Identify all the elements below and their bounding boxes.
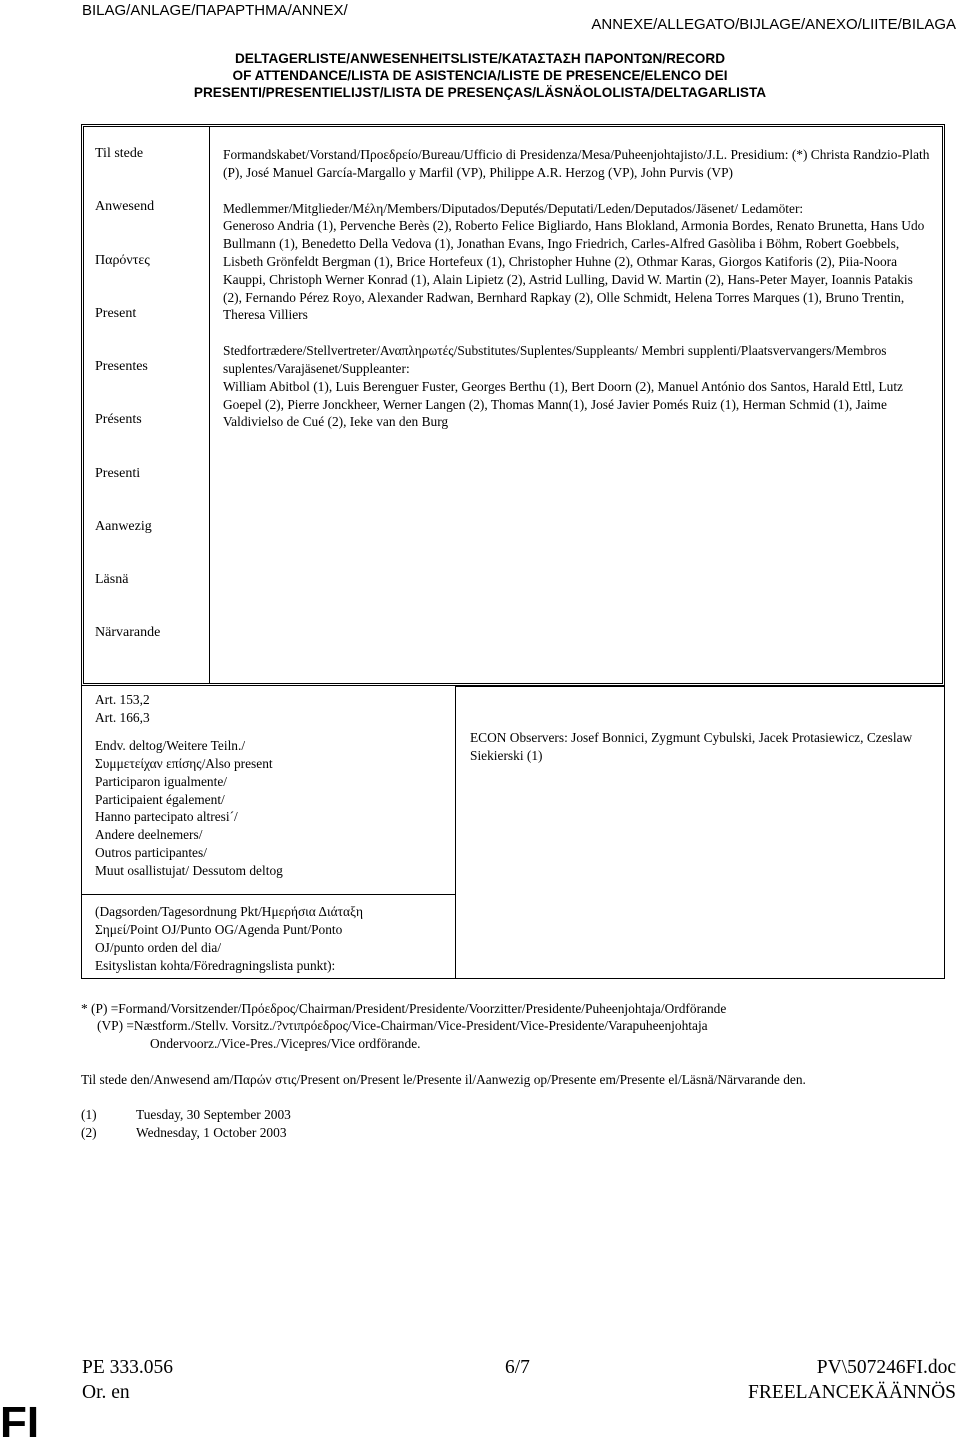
date-num: (1)	[81, 1107, 97, 1122]
members-heading: Medlemmer/Mitglieder/Μέλη/Members/Diputados/Deputés/Deputati/Leden/Deputados/Jäsenet/ Ledamöter:	[223, 200, 804, 216]
footnote-p: * (P) =Formand/Vorsitzender/Πρόεδρος/Chairman/President/Presidente/Voorzitter/Presidente/Puheenjohtaja/Ordförande	[81, 1001, 727, 1016]
translation-note: FREELANCEKÄÄNNÖS	[747, 1382, 956, 1403]
present-label: Aanwezig	[95, 519, 152, 534]
bureau-text: Formandskabet/Vorstand/Προεδρείο/Bureau/Ufficio di Presidenza/Mesa/Puheenjohtajisto/J.L. Presidium: (*) Christa Randzio-Plath (P), José Manuel García-Margallo y Marfil (VP), Philippe A.R. Herzog (VP), John Purvis (VP)	[223, 147, 930, 180]
label-line: Participaron igualmente/	[95, 773, 228, 789]
title-line: PRESENTI/PRESENTIELIJST/LISTA DE PRESENÇAS/LÄSNÄOLOLISTA/DELTAGARLISTA	[193, 85, 767, 100]
label-line: Andere deelnemers/	[95, 827, 203, 843]
present-label: Παρόντες	[95, 253, 150, 268]
agenda-line: Esityslistan kohta/Föredragningslista punkt):	[95, 957, 336, 973]
date-text: Tuesday, 30 September 2003	[136, 1107, 291, 1122]
header-left: BILAG/ANLAGE/ΠΑΡΑΡΤΗΜΑ/ANNEX/	[82, 2, 348, 19]
date-text: Wednesday, 1 October 2003	[136, 1125, 287, 1140]
present-on-text: Til stede den/Anwesend am/Παρών στις/Present on/Present le/Presente il/Aanwezig op/Presente em/Presente el/Läsnä/Närvarande den.	[81, 1072, 806, 1087]
label-line: Endv. deltog/Weitere Teiln./	[95, 737, 246, 753]
date-num: (2)	[81, 1125, 97, 1140]
language-code: FI	[0, 1398, 40, 1447]
present-label: Presentes	[95, 359, 148, 374]
original-language: Or. en	[82, 1382, 130, 1403]
label-spacer	[95, 727, 283, 737]
table-divider	[209, 127, 210, 683]
attendance-content	[223, 146, 935, 449]
table-rule	[81, 894, 456, 895]
present-label: Anwesend	[95, 199, 155, 214]
label-line: Muut osallistujat/ Dessutom deltog	[95, 863, 283, 879]
present-label: Present	[95, 306, 137, 321]
document-filename: PV\507246FI.doc	[816, 1357, 956, 1378]
agenda-line: Σημεί/Point OJ/Punto OG/Agenda Punt/Ponto	[95, 921, 343, 937]
other-participants-labels	[95, 691, 283, 880]
footnote-vp: (VP) =Næstform./Stellv. Vorsitz./?ντιπρόεδρος/Vice-Chairman/Vice-President/Vice-Presidente/Varapuheenjohtaja	[97, 1018, 708, 1033]
present-label: Läsnä	[95, 572, 129, 587]
title-line: DELTAGERLISTE/ANWESENHEITSLISTE/ΚΑΤΑΣΤΑΣΗ ΠΑΡΟΝΤΩΝ/RECORD	[234, 51, 726, 66]
substitutes-list: William Abitbol (1), Luis Berenguer Fuster, Georges Berthu (1), Bert Doorn (2), Manuel António dos Santos, Harald Ettl, Lutz Goepel (2), Pierre Jonckheer, Werner Langen (2), Thomas Mann(1), José Javier Pomés Ruiz (1), Herman Schmid (1), Jaime Valdivielso de Cué (2), Ieke van den Burg	[223, 378, 903, 430]
present-label: Presenti	[95, 466, 141, 481]
members-list: Generoso Andria (1), Pervenche Berès (2), Roberto Felice Bigliardo, Hans Blokland, Armonia Bordes, Renato Brunetta, Hans Udo Bullmann (1), Benedetto Della Vedova (1), Jonathan Evans, Ingo Friedrich, Carles-Alfred Gasòliba i Böhm, Robert Goebbels, Lisbeth Grönfeldt Bergman (1), Brice Hortefeux (1), Christopher Huhne (2), Othmar Karas, Giorgos Katiforis (2), Piia-Noora Kauppi, Christoph Werner Konrad (1), Alain Lipietz (2), Astrid Lulling, David W. Martin (2), Hans-Peter Mayer, Ioannis Patakis (2), Fernando Pérez Royo, Alexander Radwan, Bernhard Rapkay (2), Olle Schmidt, Helena Torres Marques (1), Bruno Trentin, Theresa Villiers	[223, 218, 925, 323]
label-line: Art. 166,3	[95, 709, 150, 725]
agenda-line: OJ/punto orden del dia/	[95, 939, 222, 955]
substitutes-heading: Stedfortrædere/Stellvertreter/Αναπληρωτές/Substitutes/Suplentes/Suppleants/ Membri supplenti/Plaatsvervangers/Membros suplentes/Varajäsenet/Suppleanter:	[223, 343, 887, 376]
pe-reference: PE 333.056	[82, 1357, 174, 1378]
present-label: Présents	[95, 412, 142, 427]
page-number: 6/7	[505, 1357, 530, 1378]
header-right: ANNEXE/ALLEGATO/BIJLAGE/ANEXO/LIITE/BILAGA	[591, 16, 956, 33]
agenda-labels	[95, 903, 363, 975]
econ-observers: ECON Observers: Josef Bonnici, Zygmunt Cybulski, Jacek Protasiewicz, Czeslaw Siekierski (1)	[470, 730, 913, 763]
present-label: Närvarande	[95, 625, 161, 640]
footnote-vp-cont: Ondervoorz./Vice-Pres./Vicepres/Vice ordförande.	[150, 1036, 421, 1051]
document-title	[0, 50, 960, 101]
label-line: Συμμετείχαν επίσης/Also present	[95, 755, 273, 771]
title-line: OF ATTENDANCE/LISTA DE ASISTENCIA/LISTE DE PRESENCE/ELENCO DEI	[232, 68, 728, 83]
label-line: Outros participantes/	[95, 845, 207, 861]
label-line: Participaient également/	[95, 791, 225, 807]
present-label: Til stede	[95, 146, 144, 161]
label-line: Hanno partecipato altresi´/	[95, 809, 238, 825]
agenda-line: (Dagsorden/Tagesordnung Pkt/Ημερήσια Διάταξη	[95, 904, 363, 919]
label-line: Art. 153,2	[95, 692, 150, 707]
